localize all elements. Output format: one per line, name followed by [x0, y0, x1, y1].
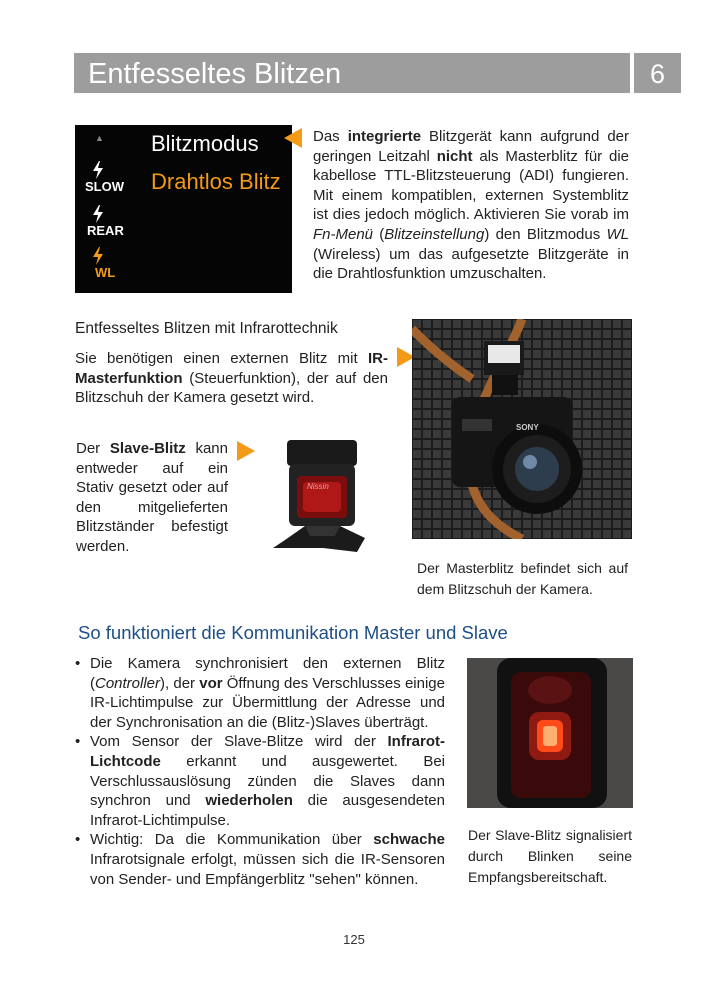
slave-flash-paragraph: Der Slave-Blitz kann entweder auf ein Stativ gesetzt oder auf den mitgelieferten Blitzständer befestigt werden.: [76, 440, 228, 555]
intro-paragraph: Das integrierte Blitzgerät kann aufgrund der geringen Leitzahl nicht als Masterblitz für die kabellose TTL-Blitzsteuerung (ADI) fungieren. Mit einem kompatiblen, externen Systemblitz ist dies jedoch möglich. Aktivieren Sie vorab im Fn-Menü (Blitzeinstellung) den Blitzmodus WL (Wireless) um das aufgesetzte Blitzgeräte in die Drahtlosfunktion umzuschalten.: [313, 128, 630, 283]
menu-up-arrow-icon: ▲: [95, 133, 104, 143]
pointer-arrow-icon: [237, 441, 255, 461]
pointer-arrow-icon: [284, 128, 302, 148]
page-title: Entfesseltes Blitzen: [88, 58, 342, 90]
list-item: • Vom Sensor der Slave-Blitze wird der Infrarot-Lichtcode erkannt und ausgewertet. Bei Verschlussauslösung zünden die Slaves dann synchron und wiederholen die ausgesendeten Infrarot-Lichtimpulse.: [75, 732, 445, 830]
page-number: 125: [343, 932, 365, 947]
slave-flash-caption: Der Slave-Blitz signalisiert durch Blinken seine Empfangsbereitschaft.: [468, 827, 632, 885]
slave-flash-on-stand-photo: [265, 440, 375, 560]
camera-brand-label: SONY: [516, 423, 539, 432]
menu-title: Blitzmodus: [151, 131, 259, 156]
camera-with-master-flash-photo: [412, 319, 632, 539]
mode-wl-label: WL: [95, 265, 116, 280]
menu-selected-option: Drahtlos Blitz: [151, 169, 281, 194]
flash-slow-icon: [91, 161, 105, 179]
ir-section-heading: Entfesseltes Blitzen mit Infrarottechnik: [75, 320, 338, 337]
mode-rear-label: REAR: [87, 223, 124, 238]
communication-bullet-list: [75, 654, 445, 889]
flash-wl-icon: [91, 247, 105, 265]
flash-mode-menu-screenshot: [75, 125, 292, 293]
slave-flash-signal-photo: [467, 658, 633, 808]
master-flash-caption: Der Masterblitz befindet sich auf dem Blitzschuh der Kamera.: [417, 560, 628, 597]
chapter-number: 6: [649, 59, 666, 89]
flash-brand-label: Nissin: [307, 482, 329, 491]
ir-paragraph: Sie benötigen einen externen Blitz mit IR-Masterfunktion (Steuerfunktion), der auf den Blitzschuh der Kamera gesetzt wird.: [75, 350, 388, 407]
flash-rear-icon: [91, 205, 105, 223]
mode-slow-label: SLOW: [85, 179, 124, 194]
list-item: • Wichtig: Da die Kommunikation über schwache Infrarotsignale erfolgt, müssen sich die IR-Sensoren von Sender- und Empfängerblitz "sehen" können.: [75, 830, 445, 889]
list-item: • Die Kamera synchronisiert den externen Blitz (Controller), der vor Öffnung des Verschlusses einige IR-Lichtimpulse zur Übermittlung der Adresse und der Synchronisation an die (Blitz-)Slaves überträgt.: [75, 654, 445, 732]
communication-heading: So funktioniert die Kommunikation Master und Slave: [78, 622, 508, 643]
